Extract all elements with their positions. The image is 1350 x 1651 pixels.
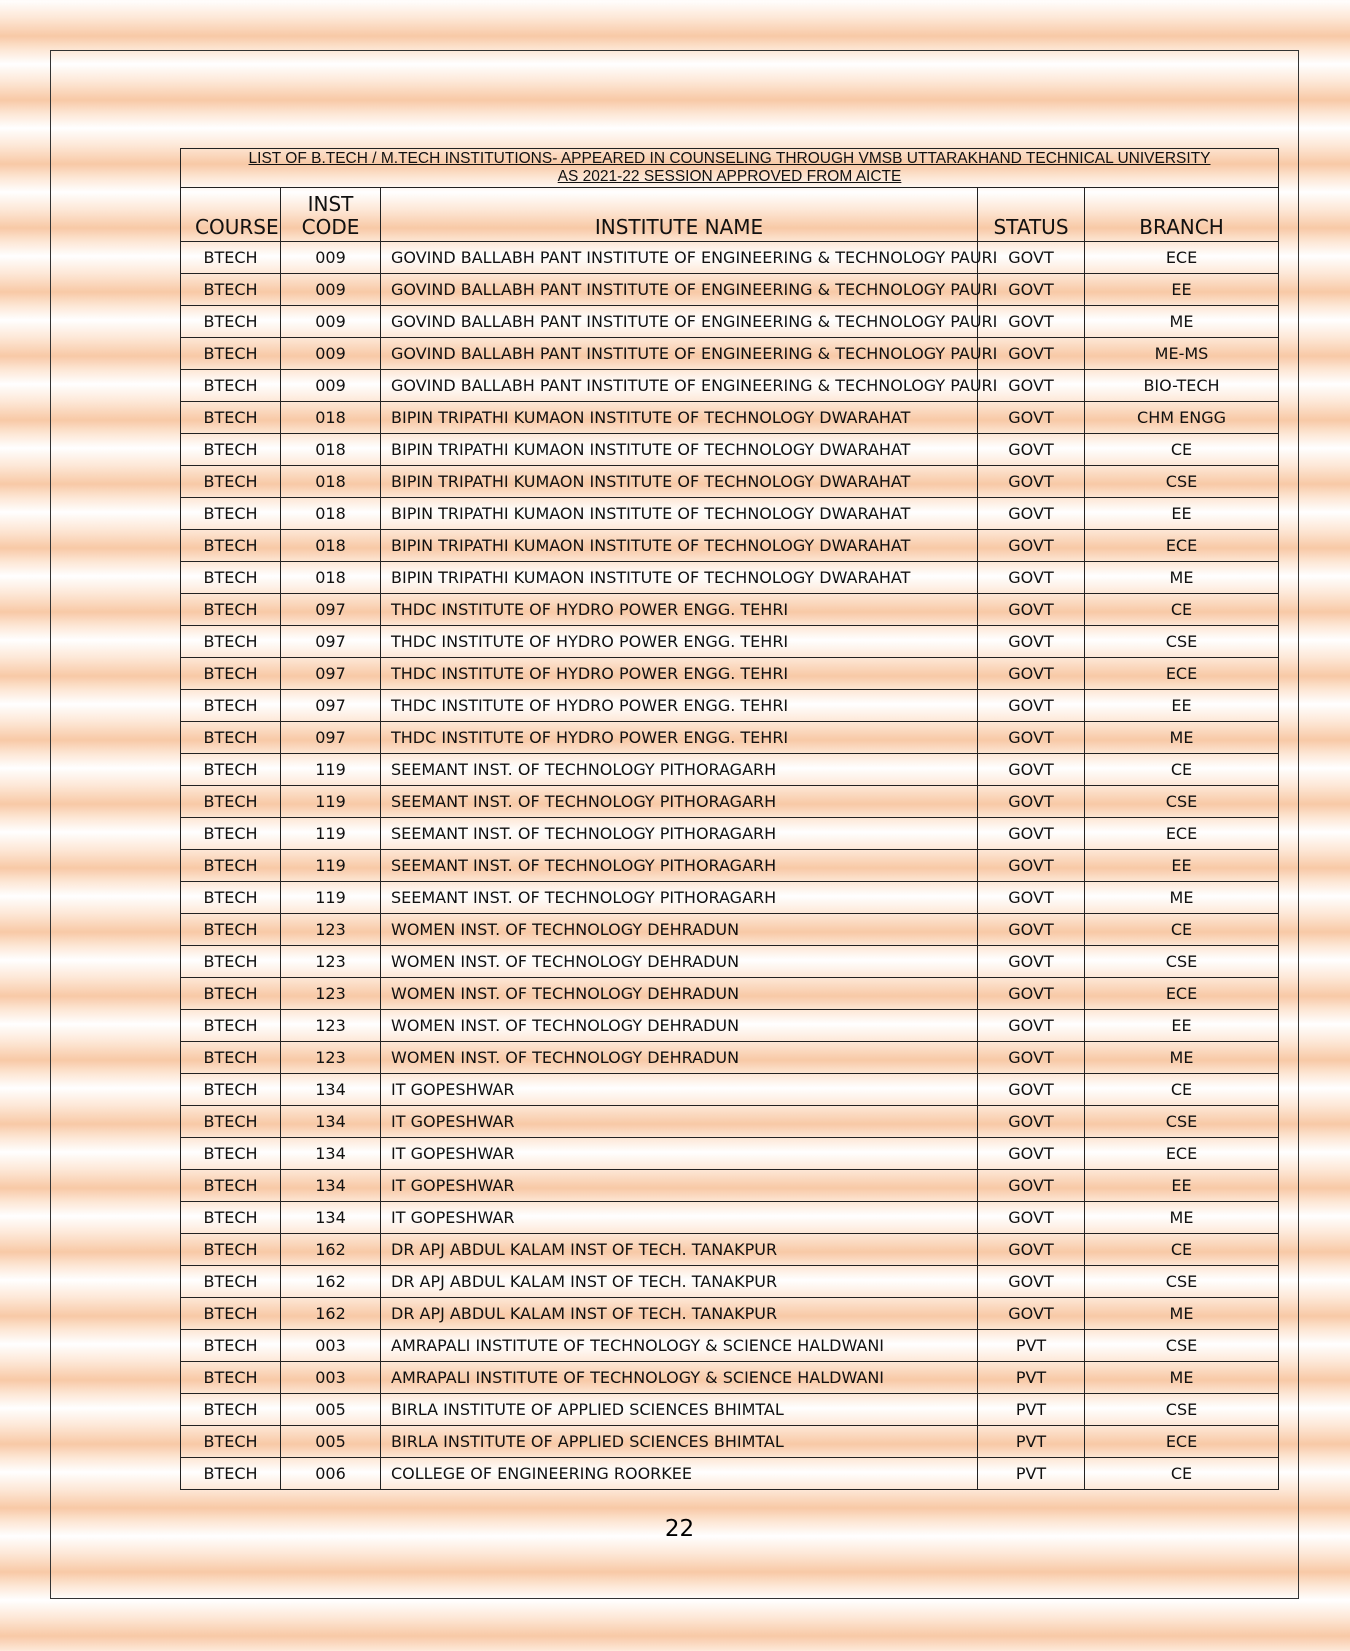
institute-name-cell: WOMEN INST. OF TECHNOLOGY DEHRADUN	[381, 946, 978, 978]
table-row	[181, 562, 1279, 594]
course-cell: BTECH	[181, 434, 281, 466]
institute-name-cell: AMRAPALI INSTITUTE OF TECHNOLOGY & SCIENCE HALDWANI	[381, 1362, 978, 1394]
institute-name-cell: THDC INSTITUTE OF HYDRO POWER ENGG. TEHRI	[381, 658, 978, 690]
course-cell: BTECH	[181, 754, 281, 786]
status-cell: GOVT	[978, 914, 1085, 946]
institute-name-cell: BIPIN TRIPATHI KUMAON INSTITUTE OF TECHNOLOGY DWARAHAT	[381, 466, 978, 498]
inst-code-cell: 018	[281, 498, 381, 530]
table-row	[181, 626, 1279, 658]
institute-name-cell: BIPIN TRIPATHI KUMAON INSTITUTE OF TECHNOLOGY DWARAHAT	[381, 434, 978, 466]
table-row	[181, 1330, 1279, 1362]
inst-code-cell: 018	[281, 466, 381, 498]
inst-code-cell: 018	[281, 402, 381, 434]
header-institute-name: INSTITUTE NAME	[381, 188, 978, 242]
status-cell: GOVT	[978, 722, 1085, 754]
course-cell: BTECH	[181, 402, 281, 434]
status-cell: GOVT	[978, 562, 1085, 594]
inst-code-cell: 097	[281, 658, 381, 690]
table-row	[181, 786, 1279, 818]
institute-name-cell: IT GOPESHWAR	[381, 1138, 978, 1170]
institute-name-cell: AMRAPALI INSTITUTE OF TECHNOLOGY & SCIENCE HALDWANI	[381, 1330, 978, 1362]
status-cell: GOVT	[978, 1298, 1085, 1330]
course-cell: BTECH	[181, 818, 281, 850]
branch-cell: CSE	[1085, 946, 1279, 978]
course-cell: BTECH	[181, 530, 281, 562]
inst-code-cell: 134	[281, 1170, 381, 1202]
institute-name-cell: WOMEN INST. OF TECHNOLOGY DEHRADUN	[381, 1010, 978, 1042]
table-row	[181, 722, 1279, 754]
status-cell: GOVT	[978, 1266, 1085, 1298]
institute-name-cell: SEEMANT INST. OF TECHNOLOGY PITHORAGARH	[381, 818, 978, 850]
inst-code-cell: 123	[281, 946, 381, 978]
course-cell: BTECH	[181, 1170, 281, 1202]
course-cell: BTECH	[181, 306, 281, 338]
institute-name-cell: GOVIND BALLABH PANT INSTITUTE OF ENGINEERING & TECHNOLOGY PAURI	[381, 306, 978, 338]
status-cell: GOVT	[978, 946, 1085, 978]
institute-name-cell: GOVIND BALLABH PANT INSTITUTE OF ENGINEERING & TECHNOLOGY PAURI	[381, 274, 978, 306]
institute-name-cell: GOVIND BALLABH PANT INSTITUTE OF ENGINEERING & TECHNOLOGY PAURI	[381, 242, 978, 274]
status-cell: GOVT	[978, 754, 1085, 786]
status-cell: PVT	[978, 1394, 1085, 1426]
branch-cell: CE	[1085, 754, 1279, 786]
table-row	[181, 306, 1279, 338]
table-row	[181, 498, 1279, 530]
institute-name-cell: WOMEN INST. OF TECHNOLOGY DEHRADUN	[381, 978, 978, 1010]
table-row	[181, 1074, 1279, 1106]
course-cell: BTECH	[181, 690, 281, 722]
status-cell: GOVT	[978, 786, 1085, 818]
status-cell: GOVT	[978, 850, 1085, 882]
table-row	[181, 882, 1279, 914]
inst-code-cell: 134	[281, 1202, 381, 1234]
institute-name-cell: WOMEN INST. OF TECHNOLOGY DEHRADUN	[381, 914, 978, 946]
status-cell: PVT	[978, 1458, 1085, 1490]
institute-name-cell: COLLEGE OF ENGINEERING ROORKEE	[381, 1458, 978, 1490]
table-row	[181, 690, 1279, 722]
course-cell: BTECH	[181, 1458, 281, 1490]
inst-code-cell: 134	[281, 1106, 381, 1138]
header-inst-code-line-1: INST	[307, 192, 354, 216]
table-title-line-2: AS 2021-22 SESSION APPROVED FROM AICTE	[557, 168, 902, 185]
branch-cell: CE	[1085, 434, 1279, 466]
institute-name-cell: DR APJ ABDUL KALAM INST OF TECH. TANAKPUR	[381, 1234, 978, 1266]
course-cell: BTECH	[181, 1426, 281, 1458]
inst-code-cell: 009	[281, 274, 381, 306]
table-row	[181, 1202, 1279, 1234]
branch-cell: EE	[1085, 1010, 1279, 1042]
branch-cell: CE	[1085, 1074, 1279, 1106]
status-cell: GOVT	[978, 274, 1085, 306]
status-cell: GOVT	[978, 1202, 1085, 1234]
institute-name-cell: BIRLA INSTITUTE OF APPLIED SCIENCES BHIMTAL	[381, 1394, 978, 1426]
branch-cell: CE	[1085, 594, 1279, 626]
inst-code-cell: 005	[281, 1394, 381, 1426]
branch-cell: CE	[1085, 1458, 1279, 1490]
branch-cell: CSE	[1085, 1394, 1279, 1426]
table-row	[181, 242, 1279, 274]
status-cell: GOVT	[978, 1170, 1085, 1202]
course-cell: BTECH	[181, 1138, 281, 1170]
table-row	[181, 850, 1279, 882]
status-cell: GOVT	[978, 882, 1085, 914]
course-cell: BTECH	[181, 1330, 281, 1362]
inst-code-cell: 018	[281, 562, 381, 594]
table-body	[181, 242, 1279, 1490]
inst-code-cell: 018	[281, 434, 381, 466]
inst-code-cell: 003	[281, 1362, 381, 1394]
branch-cell: ECE	[1085, 530, 1279, 562]
course-cell: BTECH	[181, 370, 281, 402]
inst-code-cell: 009	[281, 338, 381, 370]
header-row	[181, 188, 1279, 242]
course-cell: BTECH	[181, 562, 281, 594]
table-row	[181, 1362, 1279, 1394]
status-cell: GOVT	[978, 658, 1085, 690]
course-cell: BTECH	[181, 786, 281, 818]
course-cell: BTECH	[181, 1362, 281, 1394]
status-cell: GOVT	[978, 306, 1085, 338]
inst-code-cell: 119	[281, 882, 381, 914]
course-cell: BTECH	[181, 658, 281, 690]
course-cell: BTECH	[181, 594, 281, 626]
inst-code-cell: 006	[281, 1458, 381, 1490]
inst-code-cell: 005	[281, 1426, 381, 1458]
table-row	[181, 370, 1279, 402]
inst-code-cell: 097	[281, 594, 381, 626]
course-cell: BTECH	[181, 914, 281, 946]
table-row	[181, 818, 1279, 850]
branch-cell: BIO-TECH	[1085, 370, 1279, 402]
status-cell: GOVT	[978, 434, 1085, 466]
course-cell: BTECH	[181, 1202, 281, 1234]
status-cell: GOVT	[978, 1074, 1085, 1106]
course-cell: BTECH	[181, 722, 281, 754]
inst-code-cell: 123	[281, 1010, 381, 1042]
table-row	[181, 1298, 1279, 1330]
inst-code-cell: 119	[281, 786, 381, 818]
status-cell: GOVT	[978, 498, 1085, 530]
institute-name-cell: SEEMANT INST. OF TECHNOLOGY PITHORAGARH	[381, 882, 978, 914]
inst-code-cell: 162	[281, 1298, 381, 1330]
table-row	[181, 594, 1279, 626]
table-row	[181, 1266, 1279, 1298]
inst-code-cell: 003	[281, 1330, 381, 1362]
inst-code-cell: 119	[281, 818, 381, 850]
table-row	[181, 530, 1279, 562]
table-row	[181, 1042, 1279, 1074]
table-row	[181, 274, 1279, 306]
inst-code-cell: 097	[281, 690, 381, 722]
course-cell: BTECH	[181, 498, 281, 530]
status-cell: GOVT	[978, 530, 1085, 562]
table-row	[181, 434, 1279, 466]
page-number: 22	[664, 1516, 695, 1542]
branch-cell: CE	[1085, 914, 1279, 946]
course-cell: BTECH	[181, 1394, 281, 1426]
branch-cell: CHM ENGG	[1085, 402, 1279, 434]
institute-name-cell: GOVIND BALLABH PANT INSTITUTE OF ENGINEERING & TECHNOLOGY PAURI	[381, 370, 978, 402]
table-row	[181, 466, 1279, 498]
institute-name-cell: WOMEN INST. OF TECHNOLOGY DEHRADUN	[381, 1042, 978, 1074]
table-title	[181, 149, 1279, 188]
inst-code-cell: 134	[281, 1138, 381, 1170]
table-row	[181, 914, 1279, 946]
inst-code-cell: 119	[281, 850, 381, 882]
branch-cell: ME	[1085, 306, 1279, 338]
status-cell: GOVT	[978, 1234, 1085, 1266]
table-row	[181, 1106, 1279, 1138]
branch-cell: ME	[1085, 722, 1279, 754]
branch-cell: CSE	[1085, 1266, 1279, 1298]
course-cell: BTECH	[181, 1010, 281, 1042]
branch-cell: EE	[1085, 690, 1279, 722]
institute-name-cell: SEEMANT INST. OF TECHNOLOGY PITHORAGARH	[381, 754, 978, 786]
inst-code-cell: 009	[281, 370, 381, 402]
inst-code-cell: 097	[281, 722, 381, 754]
table-row	[181, 338, 1279, 370]
status-cell: GOVT	[978, 466, 1085, 498]
institute-name-cell: BIPIN TRIPATHI KUMAON INSTITUTE OF TECHNOLOGY DWARAHAT	[381, 402, 978, 434]
branch-cell: ECE	[1085, 818, 1279, 850]
branch-cell: EE	[1085, 498, 1279, 530]
course-cell: BTECH	[181, 1298, 281, 1330]
inst-code-cell: 162	[281, 1266, 381, 1298]
course-cell: BTECH	[181, 274, 281, 306]
course-cell: BTECH	[181, 978, 281, 1010]
branch-cell: ME	[1085, 1298, 1279, 1330]
branch-cell: EE	[1085, 850, 1279, 882]
table-row	[181, 754, 1279, 786]
status-cell: GOVT	[978, 1138, 1085, 1170]
inst-code-cell: 009	[281, 306, 381, 338]
table-row	[181, 1426, 1279, 1458]
status-cell: GOVT	[978, 818, 1085, 850]
table-row	[181, 978, 1279, 1010]
institute-name-cell: IT GOPESHWAR	[381, 1106, 978, 1138]
status-cell: GOVT	[978, 1042, 1085, 1074]
inst-code-cell: 009	[281, 242, 381, 274]
institute-name-cell: THDC INSTITUTE OF HYDRO POWER ENGG. TEHRI	[381, 722, 978, 754]
institute-name-cell: GOVIND BALLABH PANT INSTITUTE OF ENGINEERING & TECHNOLOGY PAURI	[381, 338, 978, 370]
header-branch: BRANCH	[1085, 188, 1279, 242]
branch-cell: CSE	[1085, 1330, 1279, 1362]
institute-name-cell: IT GOPESHWAR	[381, 1202, 978, 1234]
institute-name-cell: BIRLA INSTITUTE OF APPLIED SCIENCES BHIMTAL	[381, 1426, 978, 1458]
institute-name-cell: THDC INSTITUTE OF HYDRO POWER ENGG. TEHRI	[381, 594, 978, 626]
status-cell: PVT	[978, 1426, 1085, 1458]
institute-name-cell: IT GOPESHWAR	[381, 1074, 978, 1106]
table-row	[181, 1138, 1279, 1170]
inst-code-cell: 018	[281, 530, 381, 562]
institute-name-cell: BIPIN TRIPATHI KUMAON INSTITUTE OF TECHNOLOGY DWARAHAT	[381, 498, 978, 530]
inst-code-cell: 123	[281, 1042, 381, 1074]
course-cell: BTECH	[181, 1074, 281, 1106]
header-inst-code-line-2: CODE	[301, 215, 360, 239]
status-cell: GOVT	[978, 978, 1085, 1010]
course-cell: BTECH	[181, 946, 281, 978]
branch-cell: CSE	[1085, 626, 1279, 658]
table-row	[181, 402, 1279, 434]
branch-cell: ECE	[1085, 242, 1279, 274]
course-cell: BTECH	[181, 338, 281, 370]
course-cell: BTECH	[181, 466, 281, 498]
branch-cell: CE	[1085, 1234, 1279, 1266]
institute-name-cell: BIPIN TRIPATHI KUMAON INSTITUTE OF TECHNOLOGY DWARAHAT	[381, 562, 978, 594]
table-row	[181, 1234, 1279, 1266]
inst-code-cell: 123	[281, 978, 381, 1010]
branch-cell: ME	[1085, 882, 1279, 914]
branch-cell: ECE	[1085, 978, 1279, 1010]
branch-cell: ME	[1085, 1202, 1279, 1234]
institutions-table	[180, 148, 1279, 1490]
branch-cell: CSE	[1085, 466, 1279, 498]
status-cell: GOVT	[978, 370, 1085, 402]
course-cell: BTECH	[181, 882, 281, 914]
institute-name-cell: BIPIN TRIPATHI KUMAON INSTITUTE OF TECHNOLOGY DWARAHAT	[381, 530, 978, 562]
branch-cell: ECE	[1085, 1426, 1279, 1458]
course-cell: BTECH	[181, 242, 281, 274]
branch-cell: EE	[1085, 274, 1279, 306]
inst-code-cell: 119	[281, 754, 381, 786]
status-cell: GOVT	[978, 594, 1085, 626]
institute-name-cell: SEEMANT INST. OF TECHNOLOGY PITHORAGARH	[381, 786, 978, 818]
table-title-line-1: LIST OF B.TECH / M.TECH INSTITUTIONS- APPEARED IN COUNSELING THROUGH VMSB UTTARAKHAND TECHNICAL UNIVERSITY	[248, 150, 1211, 167]
status-cell: GOVT	[978, 1106, 1085, 1138]
branch-cell: ME-MS	[1085, 338, 1279, 370]
branch-cell: ME	[1085, 562, 1279, 594]
header-course: COURSE	[181, 188, 281, 242]
institute-name-cell: IT GOPESHWAR	[381, 1170, 978, 1202]
institute-name-cell: DR APJ ABDUL KALAM INST OF TECH. TANAKPUR	[381, 1298, 978, 1330]
branch-cell: ME	[1085, 1362, 1279, 1394]
status-cell: PVT	[978, 1362, 1085, 1394]
status-cell: GOVT	[978, 402, 1085, 434]
institute-name-cell: SEEMANT INST. OF TECHNOLOGY PITHORAGARH	[381, 850, 978, 882]
institute-name-cell: THDC INSTITUTE OF HYDRO POWER ENGG. TEHRI	[381, 626, 978, 658]
branch-cell: EE	[1085, 1170, 1279, 1202]
header-status: STATUS	[978, 188, 1085, 242]
table-row	[181, 1010, 1279, 1042]
course-cell: BTECH	[181, 850, 281, 882]
header-inst-code	[281, 188, 381, 242]
status-cell: GOVT	[978, 1010, 1085, 1042]
inst-code-cell: 123	[281, 914, 381, 946]
branch-cell: CSE	[1085, 786, 1279, 818]
course-cell: BTECH	[181, 1266, 281, 1298]
inst-code-cell: 162	[281, 1234, 381, 1266]
status-cell: GOVT	[978, 626, 1085, 658]
status-cell: GOVT	[978, 242, 1085, 274]
table-row	[181, 1458, 1279, 1490]
branch-cell: ME	[1085, 1042, 1279, 1074]
branch-cell: CSE	[1085, 1106, 1279, 1138]
status-cell: PVT	[978, 1330, 1085, 1362]
table-row	[181, 658, 1279, 690]
table-row	[181, 1394, 1279, 1426]
course-cell: BTECH	[181, 1234, 281, 1266]
course-cell: BTECH	[181, 626, 281, 658]
branch-cell: ECE	[1085, 1138, 1279, 1170]
status-cell: GOVT	[978, 690, 1085, 722]
course-cell: BTECH	[181, 1106, 281, 1138]
inst-code-cell: 134	[281, 1074, 381, 1106]
course-cell: BTECH	[181, 1042, 281, 1074]
status-cell: GOVT	[978, 338, 1085, 370]
branch-cell: ECE	[1085, 658, 1279, 690]
table-row	[181, 946, 1279, 978]
institute-name-cell: DR APJ ABDUL KALAM INST OF TECH. TANAKPUR	[381, 1266, 978, 1298]
table-row	[181, 1170, 1279, 1202]
inst-code-cell: 097	[281, 626, 381, 658]
institute-name-cell: THDC INSTITUTE OF HYDRO POWER ENGG. TEHRI	[381, 690, 978, 722]
